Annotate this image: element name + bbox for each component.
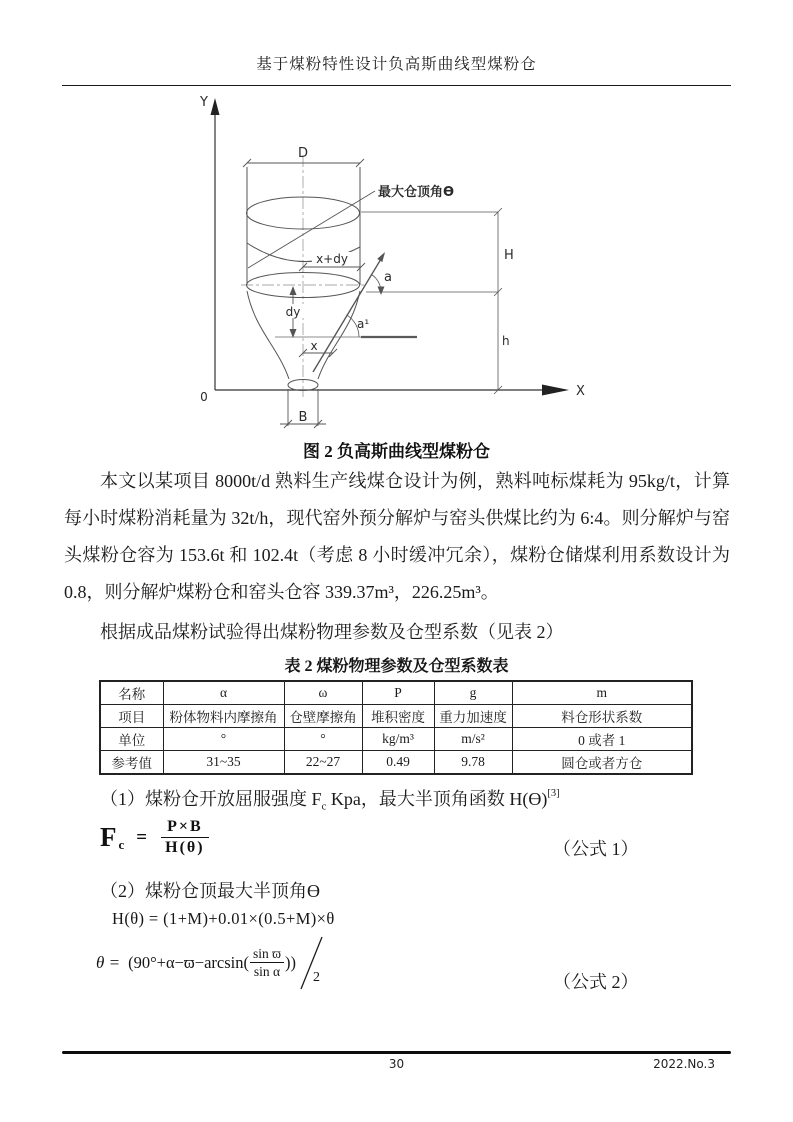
y-axis-label: Y xyxy=(200,95,208,110)
dy-label: dy xyxy=(285,305,301,319)
x-axis-label: X xyxy=(576,384,585,399)
formula-2 xyxy=(96,934,325,992)
table-cell: 参考值 xyxy=(100,751,163,775)
table-cell: α xyxy=(163,681,284,705)
formula1-equals: = xyxy=(136,826,148,848)
y-axis-arrowhead xyxy=(211,98,220,115)
table-cell: 22~27 xyxy=(284,751,362,775)
top-diameter-label: D xyxy=(297,146,309,161)
table-cell: 粉体物料内摩擦角 xyxy=(163,705,284,728)
section-1-heading xyxy=(64,785,766,813)
table-cell: 重力加速度 xyxy=(434,705,512,728)
formula2-denominator: 2 xyxy=(313,970,320,985)
body-paragraph-1: 本文以某项目 8000t/d 熟料生产线煤仓设计为例，熟料吨标煤耗为 95kg/t，计算每小时煤粉消耗量为 32t/h，现代窑外预分解炉与窑头供煤比约为 6:4。则分解炉与窑头煤粉仓容为 153.6t 和 102.4t（考虑 8 小时缓冲冗余），煤粉仓储煤利用系数设计为 0.8，则分解炉煤粉仓和窑头仓容 339.37m³，226.25m³。 xyxy=(64,471,730,602)
table-cell: kg/m³ xyxy=(362,728,434,751)
table-cell: m xyxy=(512,681,692,705)
table-cell: ° xyxy=(284,728,362,751)
formula-1-label: （公式 1） xyxy=(553,839,639,859)
section-2-heading: （2）煤粉仓顶最大半顶角ϴ xyxy=(100,881,320,901)
bottom-width-label: B xyxy=(298,410,308,425)
table-cell: 仓壁摩擦角 xyxy=(284,705,362,728)
section-1-text: Kpa，最大半顶角函数 H(ϴ) xyxy=(326,789,548,809)
top-angle-leader xyxy=(248,191,375,268)
x-axis-arrowhead xyxy=(542,385,569,396)
table-cell: 0.49 xyxy=(362,751,434,775)
table-cell: m/s² xyxy=(434,728,512,751)
formula2-closing-parens: )) xyxy=(285,953,296,972)
table-cell: 料仓形状系数 xyxy=(512,705,692,728)
table-cell: ° xyxy=(163,728,284,751)
origin-label: 0 xyxy=(200,390,208,404)
axes xyxy=(215,111,545,390)
max-top-angle-label: 最大仓顶角ϴ xyxy=(378,185,455,200)
x-label: x xyxy=(310,339,318,353)
table-row xyxy=(100,705,692,728)
formula-2-label: （公式 2） xyxy=(553,972,639,992)
formula-1 xyxy=(100,818,209,857)
height-dimension xyxy=(361,208,502,394)
table-cell: 9.78 xyxy=(434,751,512,775)
table-cell: ω xyxy=(284,681,362,705)
table-cell: P xyxy=(362,681,434,705)
formula1-F: F xyxy=(100,822,119,852)
x-plus-dy-label: x+dy xyxy=(316,252,348,266)
silo-diagram xyxy=(185,95,605,435)
fc-subscript: c xyxy=(321,800,327,813)
table-cell: 0 或者 1 xyxy=(512,728,692,751)
total-height-label: H xyxy=(504,248,514,263)
slash-glyph xyxy=(298,934,325,992)
formula1-numerator: P×B xyxy=(161,818,209,838)
table-cell: 31~35 xyxy=(163,751,284,775)
center-lines xyxy=(241,155,365,397)
table-row xyxy=(100,751,692,775)
table-row xyxy=(100,681,692,705)
big-slash xyxy=(298,934,325,992)
issue-number: 2022.No.3 xyxy=(653,1057,715,1071)
angle-a-arrow xyxy=(378,287,385,296)
formula-H-theta: H(θ) = (1+M)+0.01×(0.5+M)×θ xyxy=(112,909,335,928)
formula1-fraction xyxy=(161,818,209,857)
table-cell: 堆积密度 xyxy=(362,705,434,728)
formula2-inner-fraction xyxy=(250,946,284,980)
table-cell: 项目 xyxy=(100,705,163,728)
formula2-frac-bottom: sin α xyxy=(253,964,281,979)
header-rule xyxy=(62,85,731,86)
citation-ref: [3] xyxy=(547,788,560,799)
figure-caption: 图 2 负高斯曲线型煤粉仓 xyxy=(303,442,490,461)
formula2-lhs: θ = xyxy=(96,953,121,972)
hopper-height-label: h xyxy=(502,334,510,348)
table-title: 表 2 煤粉物理参数及仓型系数表 xyxy=(284,658,509,675)
formula2-expression: (90°+α−ϖ−arcsin( xyxy=(128,953,249,972)
tangent-line xyxy=(313,252,385,372)
section-1-text: （1）煤粉仓开放屈服强度 F xyxy=(100,789,322,809)
formula2-frac-top: sin ϖ xyxy=(250,946,284,963)
table-cell: 单位 xyxy=(100,728,163,751)
table-cell: 名称 xyxy=(100,681,163,705)
formula1-sub-c: c xyxy=(118,837,125,852)
angle-a1-label: a¹ xyxy=(357,317,370,331)
table-cell: g xyxy=(434,681,512,705)
parameters-table xyxy=(99,680,693,775)
footer-rule xyxy=(62,1051,731,1054)
running-head-title: 基于煤粉特性设计负高斯曲线型煤粉仓 xyxy=(256,56,537,73)
formula1-denominator: H(θ) xyxy=(165,839,205,856)
body-paragraph-2: 根据成品煤粉试验得出煤粉物理参数及仓型系数（见表 2） xyxy=(100,622,564,642)
table-cell: 圆仓或者方仓 xyxy=(512,751,692,775)
page-number: 30 xyxy=(388,1057,405,1071)
angle-a-label: a xyxy=(384,270,392,285)
table-row xyxy=(100,728,692,751)
